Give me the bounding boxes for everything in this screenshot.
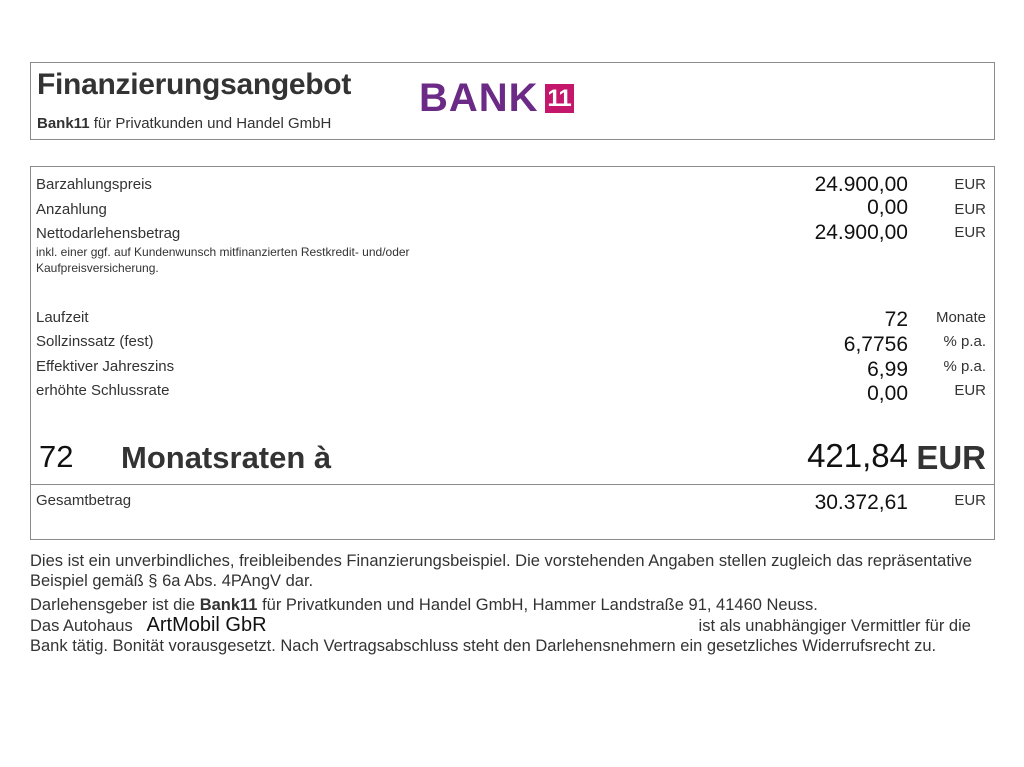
row-gesamtbetrag	[31, 491, 994, 515]
row-unit: Monate	[935, 309, 986, 326]
row-label: Barzahlungspreis	[36, 176, 152, 193]
bank11-logo	[419, 76, 574, 120]
subtitle-rest: für Privatkunden und Handel GmbH	[89, 115, 332, 132]
row-label: Sollzinssatz (fest)	[36, 333, 154, 350]
financing-details-box	[30, 166, 995, 540]
row-unit: EUR	[954, 201, 986, 218]
page-title: Finanzierungsangebot	[37, 68, 352, 101]
row-label: Nettodarlehensbetrag	[36, 225, 181, 242]
row-schlussrate	[31, 382, 994, 406]
dealer-prefix: Das Autohaus	[30, 617, 133, 635]
row-label: erhöhte Schlussrate	[36, 382, 170, 399]
lender-bank-name: Bank11	[199, 596, 258, 614]
row-unit: EUR	[954, 224, 986, 241]
row-anzahlung	[31, 198, 994, 222]
closing-text: Bank tätig. Bonität vorausgesetzt. Nach Vertragsabschluss steht den Darlehensnehmern ein gesetzliches Widerrufsrecht zu.	[30, 637, 937, 655]
header-box	[30, 62, 995, 140]
dealer-text	[30, 615, 995, 636]
legal-footer	[30, 551, 995, 656]
row-value: 6,99	[867, 358, 908, 381]
total-divider	[31, 484, 994, 485]
row-sollzinssatz	[31, 332, 994, 356]
monthly-rate-value: 421,84	[807, 437, 908, 474]
row-unit: EUR	[954, 176, 986, 193]
dealer-suffix: ist als unabhängiger Vermittler für die	[698, 617, 971, 635]
row-value: 24.900,00	[814, 221, 908, 244]
lender-prefix: Darlehensgeber ist die	[30, 596, 200, 614]
monthly-rate-unit: EUR	[916, 439, 986, 476]
dealer-name: ArtMobil GbR	[146, 614, 267, 636]
row-value: 24.900,00	[814, 173, 908, 196]
row-barzahlungspreis	[31, 173, 994, 197]
disclaimer-text: Dies ist ein unverbindliches, freibleibendes Finanzierungsbeispiel. Die vorstehenden Angaben stellen zugleich das repräsentative Beispiel gemäß § 6a Abs. 4PAngV dar.	[30, 552, 972, 590]
row-unit: EUR	[954, 382, 986, 399]
row-value: 0,00	[867, 196, 908, 219]
row-value: 72	[884, 308, 908, 331]
logo-text: BANK	[419, 76, 539, 120]
row-value: 0,00	[867, 382, 908, 405]
subtitle-bank-name: Bank11	[37, 115, 90, 132]
row-unit: EUR	[954, 492, 986, 509]
row-value: 30.372,61	[814, 491, 908, 514]
row-effektiver-jahreszins	[31, 357, 994, 381]
row-label: Gesamtbetrag	[36, 492, 132, 509]
lender-text	[30, 595, 995, 615]
row-label: Anzahlung	[36, 201, 107, 218]
row-laufzeit	[31, 307, 994, 331]
row-label: Laufzeit	[36, 309, 89, 326]
logo-badge: 11	[545, 84, 574, 113]
row-value: 6,7756	[843, 333, 908, 356]
row-unit: % p.a.	[943, 358, 986, 375]
row-unit: % p.a.	[943, 333, 986, 350]
bank-subtitle	[37, 115, 331, 132]
monthly-rate-count: 72	[39, 439, 74, 474]
monthly-rate-label: Monatsraten à	[121, 440, 332, 475]
row-label: Effektiver Jahreszins	[36, 358, 175, 375]
lender-suffix: für Privatkunden und Handel GmbH, Hammer Landstraße 91, 41460 Neuss.	[257, 596, 818, 614]
insurance-note: inkl. einer ggf. auf Kundenwunsch mitfinanzierten Restkredit- und/oder Kaufpreisversicherung.	[36, 245, 410, 275]
